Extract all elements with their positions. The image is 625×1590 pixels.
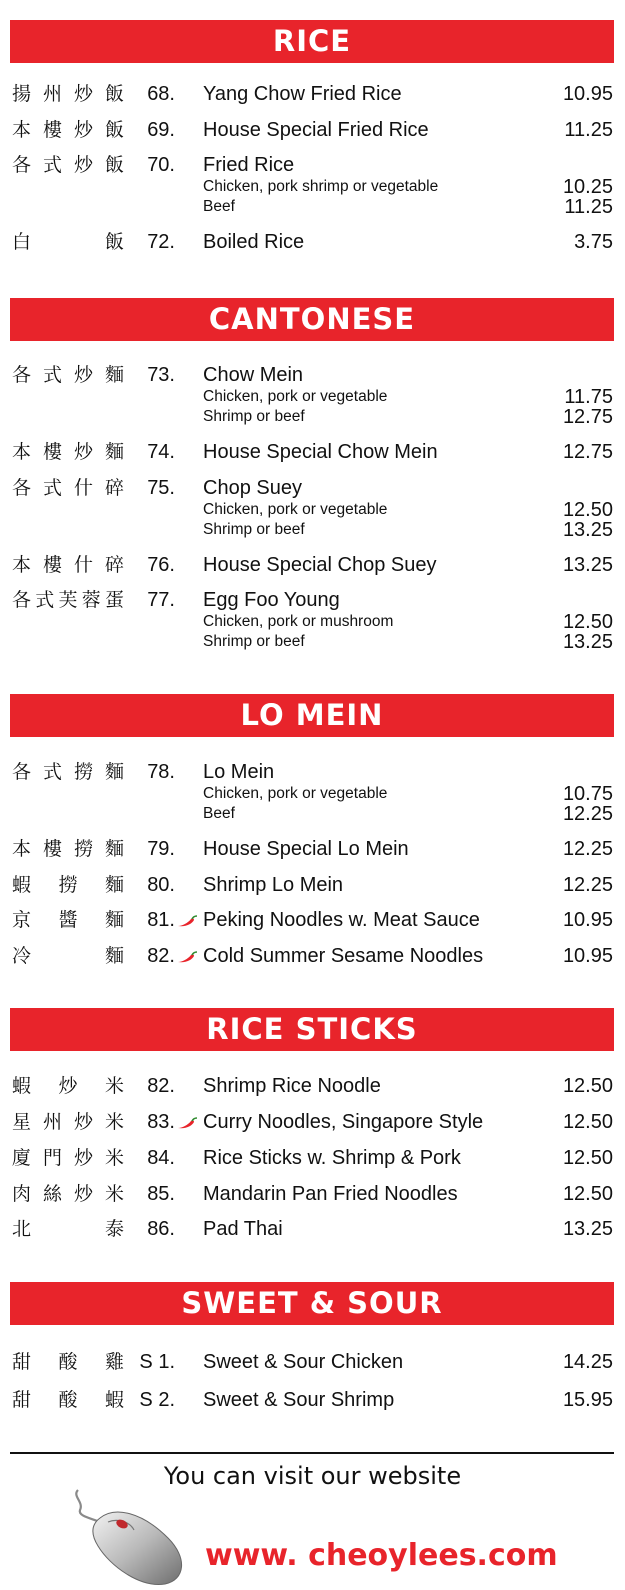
- chinese-char: 北: [12, 1218, 32, 1240]
- chinese-char: 飯: [104, 83, 124, 105]
- item-name: Pad Thai: [203, 1218, 283, 1240]
- chinese-char: 甜: [12, 1389, 32, 1411]
- item-price: 12.25: [562, 874, 613, 896]
- menu-item[interactable]: [0, 873, 625, 897]
- item-name: Boiled Rice: [203, 231, 305, 253]
- option-name: Chicken, pork or vegetable: [203, 388, 388, 405]
- menu-item[interactable]: [0, 1217, 625, 1241]
- item-name: Sweet & Sour Shrimp: [203, 1389, 395, 1411]
- chinese-name: [12, 837, 124, 861]
- chinese-char: 白: [12, 231, 32, 253]
- option-price: 13.25: [562, 631, 613, 653]
- option-name: Chicken, pork shrimp or vegetable: [203, 178, 439, 195]
- chinese-name: [12, 760, 124, 784]
- chinese-char: 本: [12, 838, 32, 860]
- chili-pepper-icon: [176, 1116, 198, 1130]
- chinese-char: 蛋: [104, 589, 124, 611]
- chinese-char: 炒: [73, 441, 93, 463]
- chinese-char: 揚: [12, 83, 32, 105]
- chinese-char: 京: [12, 909, 32, 931]
- chinese-name: [12, 1182, 124, 1206]
- chinese-char: 撈: [73, 838, 93, 860]
- menu-item[interactable]: [0, 944, 625, 968]
- menu-item[interactable]: [0, 1182, 625, 1206]
- section-banner: RICE STICKS: [10, 1008, 614, 1051]
- chinese-name: [12, 1350, 124, 1374]
- chinese-name: [12, 944, 124, 968]
- item-name: Rice Sticks w. Shrimp & Pork: [203, 1147, 461, 1169]
- chinese-char: 冷: [12, 945, 32, 967]
- menu-item[interactable]: [0, 230, 625, 254]
- chinese-char: 麵: [104, 945, 124, 967]
- item-number: 82.: [147, 1075, 175, 1097]
- item-name: Peking Noodles w. Meat Sauce: [203, 909, 480, 931]
- chinese-char: 蝦: [12, 1075, 32, 1097]
- item-price: 10.95: [562, 945, 613, 967]
- chinese-char: 麵: [104, 441, 124, 463]
- item-number: 77.: [147, 589, 175, 611]
- chinese-char: 式: [42, 761, 62, 783]
- visit-website-text: You can visit our website: [163, 1462, 462, 1490]
- chinese-char: 本: [12, 119, 32, 141]
- chinese-char: 州: [42, 83, 62, 105]
- item-number: 72.: [147, 231, 175, 253]
- chinese-char: 各: [12, 364, 32, 386]
- chinese-name: [12, 1217, 124, 1241]
- option-name: Shrimp or beef: [203, 408, 305, 425]
- chinese-char: 炒: [73, 83, 93, 105]
- chinese-char: 式: [35, 589, 55, 611]
- chili-pepper-icon: [176, 950, 198, 964]
- chinese-char: 雞: [104, 1351, 124, 1373]
- menu-item[interactable]: [0, 476, 625, 500]
- section-banner: RICE: [10, 20, 614, 63]
- menu-item[interactable]: [0, 440, 625, 464]
- chinese-char: 飯: [104, 231, 124, 253]
- chinese-char: 米: [104, 1075, 124, 1097]
- chinese-char: 本: [12, 554, 32, 576]
- chinese-char: 麵: [104, 364, 124, 386]
- item-name: Sweet & Sour Chicken: [203, 1351, 404, 1373]
- option-price: 12.50: [562, 611, 613, 633]
- menu-item[interactable]: [0, 760, 625, 784]
- chinese-name: [12, 118, 124, 142]
- item-number: 75.: [147, 477, 175, 499]
- item-number: 68.: [147, 83, 175, 105]
- chinese-char: 各: [12, 589, 32, 611]
- chinese-char: 式: [42, 477, 62, 499]
- option-price: 12.75: [562, 406, 613, 428]
- item-name: Curry Noodles, Singapore Style: [203, 1111, 484, 1133]
- option-price: 11.25: [564, 196, 613, 218]
- chinese-char: 各: [12, 154, 32, 176]
- chinese-char: 炒: [73, 1111, 93, 1133]
- item-price: 12.25: [562, 838, 613, 860]
- chinese-char: 米: [104, 1147, 124, 1169]
- chinese-char: 式: [42, 364, 62, 386]
- menu-item[interactable]: [0, 1074, 625, 1098]
- menu-item[interactable]: [0, 588, 625, 612]
- chinese-char: 樓: [42, 554, 62, 576]
- item-option: [0, 784, 625, 804]
- item-name: House Special Chop Suey: [203, 554, 437, 576]
- chinese-char: 芙: [58, 589, 78, 611]
- chinese-name: [12, 588, 124, 612]
- menu-item[interactable]: [0, 1146, 625, 1170]
- chinese-name: [12, 153, 124, 177]
- item-number: 74.: [147, 441, 175, 463]
- chinese-char: 酸: [58, 1351, 78, 1373]
- menu-item[interactable]: [0, 1388, 625, 1412]
- item-price: 10.95: [562, 83, 613, 105]
- chinese-char: 廈: [12, 1147, 32, 1169]
- item-number: S 2.: [139, 1389, 175, 1411]
- option-name: Beef: [203, 805, 235, 822]
- item-option: [0, 197, 625, 217]
- chinese-name: [12, 1074, 124, 1098]
- chinese-char: 蓉: [81, 589, 101, 611]
- chinese-char: 米: [104, 1111, 124, 1133]
- chinese-name: [12, 908, 124, 932]
- chinese-char: 各: [12, 477, 32, 499]
- chinese-name: [12, 82, 124, 106]
- chinese-char: 飯: [104, 119, 124, 141]
- chinese-char: 麵: [104, 761, 124, 783]
- chinese-char: 碎: [104, 477, 124, 499]
- chinese-char: 泰: [104, 1218, 124, 1240]
- chinese-char: 炒: [73, 154, 93, 176]
- item-price: 14.25: [562, 1351, 613, 1373]
- chinese-char: 星: [12, 1111, 32, 1133]
- chinese-name: [12, 1110, 124, 1134]
- chinese-char: 麵: [104, 874, 124, 896]
- item-number: 83.: [147, 1111, 175, 1133]
- item-number: 82.: [147, 945, 175, 967]
- option-price: 12.25: [562, 803, 613, 825]
- item-option: [0, 520, 625, 540]
- menu-item[interactable]: [0, 553, 625, 577]
- item-price: 12.50: [562, 1147, 613, 1169]
- chinese-char: 酸: [58, 1389, 78, 1411]
- section-banner: SWEET & SOUR: [10, 1282, 614, 1325]
- item-name: House Special Chow Mein: [203, 441, 438, 463]
- option-name: Chicken, pork or vegetable: [203, 501, 388, 518]
- chinese-char: 麵: [104, 838, 124, 860]
- item-option: [0, 500, 625, 520]
- chinese-char: 式: [42, 154, 62, 176]
- item-price: 12.50: [562, 1075, 613, 1097]
- menu-item[interactable]: [0, 1350, 625, 1374]
- chinese-char: 炒: [73, 119, 93, 141]
- chinese-char: 碎: [104, 554, 124, 576]
- chinese-char: 炒: [73, 1147, 93, 1169]
- item-price: 13.25: [562, 554, 613, 576]
- chinese-name: [12, 553, 124, 577]
- option-name: Shrimp or beef: [203, 521, 305, 538]
- chinese-char: 撈: [58, 874, 78, 896]
- chinese-char: 什: [73, 477, 93, 499]
- chinese-char: 蝦: [12, 874, 32, 896]
- item-option: [0, 804, 625, 824]
- item-price: 12.50: [562, 1111, 613, 1133]
- footer-divider: [10, 1452, 614, 1454]
- item-price: 12.50: [562, 1183, 613, 1205]
- item-name: Shrimp Lo Mein: [203, 874, 344, 896]
- chinese-char: 炒: [73, 1183, 93, 1205]
- chinese-name: [12, 440, 124, 464]
- item-price: 15.95: [562, 1389, 613, 1411]
- item-number: 81.: [147, 909, 175, 931]
- chinese-char: 門: [42, 1147, 62, 1169]
- chinese-char: 撈: [73, 761, 93, 783]
- menu-item[interactable]: [0, 153, 625, 177]
- chinese-char: 各: [12, 761, 32, 783]
- option-price: 13.25: [562, 519, 613, 541]
- item-name: House Special Lo Mein: [203, 838, 409, 860]
- option-price: 10.25: [562, 176, 613, 198]
- item-name: Shrimp Rice Noodle: [203, 1075, 381, 1097]
- chinese-char: 樓: [42, 838, 62, 860]
- item-option: [0, 632, 625, 652]
- item-option: [0, 612, 625, 632]
- menu-item[interactable]: [0, 837, 625, 861]
- item-number: 79.: [147, 838, 175, 860]
- chinese-char: 醬: [58, 909, 78, 931]
- item-name: Yang Chow Fried Rice: [203, 83, 402, 105]
- item-name: Fried Rice: [203, 154, 295, 176]
- item-number: 80.: [147, 874, 175, 896]
- item-option: [0, 407, 625, 427]
- option-price: 11.75: [564, 386, 613, 408]
- chinese-char: 飯: [104, 154, 124, 176]
- chinese-char: 樓: [42, 441, 62, 463]
- chinese-name: [12, 873, 124, 897]
- item-option: [0, 387, 625, 407]
- item-price: 11.25: [564, 119, 613, 141]
- section-banner: CANTONESE: [10, 298, 614, 341]
- menu-item[interactable]: [0, 118, 625, 142]
- item-price: 10.95: [562, 909, 613, 931]
- item-price: 13.25: [562, 1218, 613, 1240]
- item-price: 3.75: [574, 231, 613, 253]
- item-price: 12.75: [562, 441, 613, 463]
- item-name: Egg Foo Young: [203, 589, 340, 611]
- item-option: [0, 177, 625, 197]
- option-price: 12.50: [562, 499, 613, 521]
- item-number: 84.: [147, 1147, 175, 1169]
- menu-item[interactable]: [0, 82, 625, 106]
- option-price: 10.75: [562, 783, 613, 805]
- item-name: Lo Mein: [203, 761, 275, 783]
- chinese-name: [12, 363, 124, 387]
- chili-pepper-icon: [176, 914, 198, 928]
- option-name: Shrimp or beef: [203, 633, 305, 650]
- item-number: S 1.: [139, 1351, 175, 1373]
- chinese-char: 肉: [12, 1183, 32, 1205]
- computer-mouse-icon: [70, 1488, 200, 1588]
- website-url[interactable]: www. cheoylees.com: [205, 1538, 558, 1573]
- item-number: 86.: [147, 1218, 175, 1240]
- chinese-name: [12, 476, 124, 500]
- chinese-name: [12, 230, 124, 254]
- option-name: Chicken, pork or vegetable: [203, 785, 388, 802]
- section-banner: LO MEIN: [10, 694, 614, 737]
- chinese-char: 本: [12, 441, 32, 463]
- chinese-name: [12, 1146, 124, 1170]
- item-name: Cold Summer Sesame Noodles: [203, 945, 484, 967]
- item-name: Chow Mein: [203, 364, 304, 386]
- menu-item[interactable]: [0, 1110, 625, 1134]
- chinese-char: 炒: [73, 364, 93, 386]
- option-name: Chicken, pork or mushroom: [203, 613, 394, 630]
- menu-item[interactable]: [0, 908, 625, 932]
- item-number: 85.: [147, 1183, 175, 1205]
- chinese-char: 米: [104, 1183, 124, 1205]
- item-number: 76.: [147, 554, 175, 576]
- chinese-name: [12, 1388, 124, 1412]
- item-number: 69.: [147, 119, 175, 141]
- chinese-char: 樓: [42, 119, 62, 141]
- option-name: Beef: [203, 198, 235, 215]
- item-number: 78.: [147, 761, 175, 783]
- chinese-char: 絲: [42, 1183, 62, 1205]
- item-name: Chop Suey: [203, 477, 302, 499]
- menu-item[interactable]: [0, 363, 625, 387]
- item-name: Mandarin Pan Fried Noodles: [203, 1183, 458, 1205]
- chinese-char: 甜: [12, 1351, 32, 1373]
- chinese-char: 什: [73, 554, 93, 576]
- item-number: 70.: [147, 154, 175, 176]
- item-number: 73.: [147, 364, 175, 386]
- item-name: House Special Fried Rice: [203, 119, 429, 141]
- chinese-char: 州: [42, 1111, 62, 1133]
- chinese-char: 蝦: [104, 1389, 124, 1411]
- chinese-char: 麵: [104, 909, 124, 931]
- chinese-char: 炒: [58, 1075, 78, 1097]
